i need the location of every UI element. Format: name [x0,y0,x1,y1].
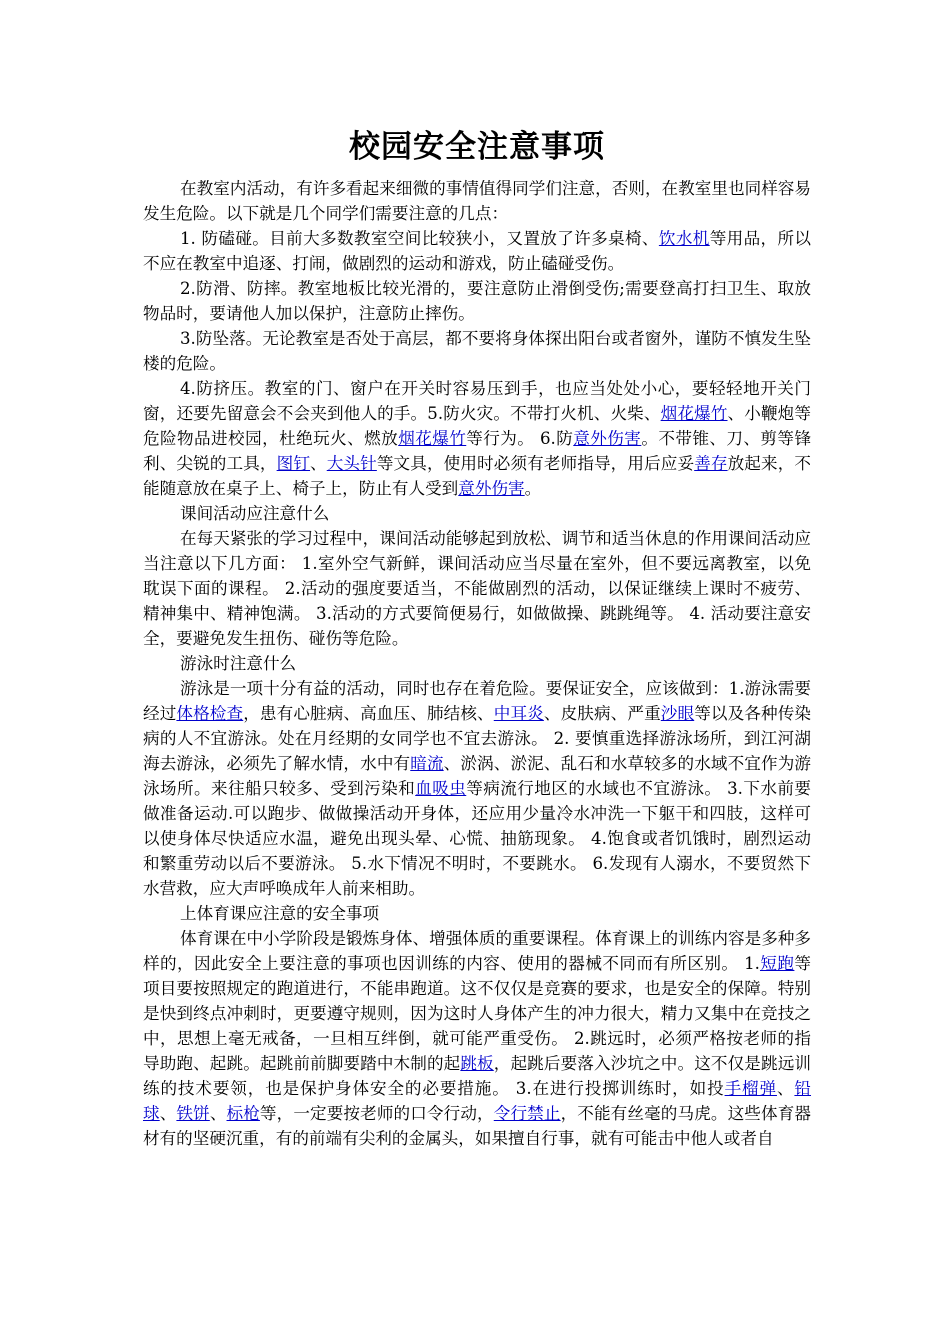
paragraph [143,526,811,651]
hyperlink[interactable]: 体格检查 [176,704,244,723]
hyperlink[interactable]: 沙眼 [660,704,695,723]
paragraph [143,276,811,326]
text-run: 课间活动应注意什么 [180,504,330,523]
text-run: 、 [310,454,327,473]
text-run: ，起跳后要落入沙坑之中。这不仅是跳远训练的技术要领，也是保护身体安全的必要措施。 3.在进行投掷训练时，如投 [143,1054,812,1098]
text-run: 上体育课应注意的安全事项 [180,904,380,923]
hyperlink[interactable]: 善存 [694,454,728,473]
hyperlink[interactable]: 图钉 [276,454,311,473]
text-run: 在每天紧张的学习过程中，课间活动能够起到放松、调节和适当休息的作用课间活动应当注意以下几方面： 1.室外空气新鲜，课间活动应当尽量在室外，但不要远离教室，以免耽误下面的课程。 2.活动的强度要适当，不能做剧烈的活动，以保证继续上课时不疲劳、精神集中、精神饱满。 3.活动的方式要简便易行，如做做操、跳跳绳等。 4. 活动要注意安全，要避免发生扭伤、碰伤等危险。 [143,529,811,648]
text-run: 、皮肤病、严重 [543,704,661,723]
hyperlink[interactable]: 中耳炎 [493,704,544,723]
text-run: 1. 防磕碰。目前大多数教室空间比较狭小，又置放了许多桌椅、 [180,229,659,248]
text-run: 等文具，使用时必须有老师指导，用后应妥 [376,454,695,473]
text-run: 。不带锥、刀、剪等锋利、尖锐的工具， [143,429,812,473]
hyperlink[interactable]: 跳板 [460,1054,494,1073]
paragraph [143,901,811,926]
text-run: 2.防滑、防摔。教室地板比较光滑的，要注意防止滑倒受伤;需要登高打扫卫生、取放物品时，要请他人加以保护，注意防止摔伤。 [143,279,811,323]
hyperlink[interactable]: 血吸虫 [415,779,467,798]
text-run: 、小鞭炮等危险物品进校园，杜绝玩火、燃放 [143,404,811,448]
text-run: 等项目要按照规定的跑道进行，不能串跑道。这不仅仅是竞赛的要求，也是安全的保障。特别是快到终点冲刺时，更要遵守规则，因为这时人身体产生的冲力很大，精力又集中在竞技之中，思想上毫无戒备，一旦相互绊倒，就可能严重受伤。 2.跳远时，必须严格按老师的指导助跑、起跳。起跳前前脚要踏中木制的起 [143,954,812,1073]
paragraph [143,501,811,526]
text-run: 在教室内活动，有许多看起来细微的事情值得同学们注意，否则，在教室里也同样容易发生危险。以下就是几个同学们需要注意的几点： [143,179,811,223]
hyperlink[interactable]: 短跑 [759,954,795,973]
hyperlink[interactable]: 铁饼 [176,1104,210,1123]
text-run: 、 [209,1104,227,1123]
document-body [143,176,811,1151]
paragraph [143,226,811,276]
text-run: ，患有心脏病、高血压、肺结核、 [243,704,494,723]
hyperlink[interactable]: 手榴弹 [724,1079,777,1098]
paragraph [143,326,811,376]
paragraph [143,676,811,901]
hyperlink[interactable]: 意外伤害 [458,479,525,498]
text-run: 、 [776,1079,795,1098]
hyperlink[interactable]: 大头针 [326,454,377,473]
text-run: 3.防坠落。无论教室是否处于高层，都不要将身体探出阳台或者窗外，谨防不慎发生坠楼的危险。 [143,329,811,373]
hyperlink[interactable]: 烟花爆竹 [398,429,467,448]
paragraph [143,176,811,226]
text-run: 等病流行地区的水域也不宜游泳。 3.下水前要做准备运动.可以跑步、做做操活动开身体，还应用少量冷水冲洗一下躯干和四肢，这样可以使身体尽快适应水温，避免出现头晕、心慌、抽筋现象。 4.饱食或者饥饿时，剧烈运动和繁重劳动以后不要游泳。 5.水下情况不明时，不要跳水。 6.发现有人溺水，不要贸然下水营救，应大声呼唤成年人前来相助。 [143,779,812,898]
paragraph [143,926,811,1151]
hyperlink[interactable]: 令行禁止 [493,1104,561,1123]
hyperlink[interactable]: 饮水机 [658,229,710,248]
text-run: 。 [524,479,542,498]
text-run: 4.防挤压。教室的门、窗户在开关时容易压到手，也应当处处小心，要轻轻地开关门窗，还要先留意会不会夹到他人的手。5.防火灾。不带打火机、火柴、 [143,379,811,423]
text-run: 游泳时注意什么 [180,654,297,673]
hyperlink[interactable]: 意外伤害 [573,429,642,448]
hyperlink[interactable]: 标枪 [226,1104,260,1123]
hyperlink[interactable]: 铅球 [143,1079,812,1123]
text-run: 、淤涡、淤泥、乱石和水草较多的水域不宜作为游泳场所。来往船只较多、受到污染和 [143,754,812,798]
text-run: ，不能有丝毫的马虎。这些体育器材有的坚硬沉重，有的前端有尖利的金属头，如果擅自行事，就有可能击中他人或者自 [143,1104,812,1148]
text-run: 放起来，不能随意放在桌子上、椅子上，防止有人受到 [143,454,812,498]
text-run: 等行为。 6.防 [466,429,574,448]
text-run: 体育课在中小学阶段是锻炼身体、增强体质的重要课程。体育课上的训练内容是多种多样的，因此安全上要注意的事项也因训练的内容、使用的器械不同而有所区别。 1. [143,929,811,973]
text-run: 游泳是一项十分有益的活动，同时也存在着危险。要保证安全，应该做到：1.游泳需要经过 [143,679,811,723]
text-run: 等以及各种传染病的人不宜游泳。处在月经期的女同学也不宜去游泳。 2. 要慎重选择游泳场所，到江河湖海去游泳，必须先了解水情，水中有 [143,704,812,773]
document-title: 校园安全注意事项 [349,129,605,165]
hyperlink[interactable]: 暗流 [410,754,444,773]
text-run: 等，一定要按老师的口令行动， [259,1104,494,1123]
paragraph [143,376,811,501]
document-page [143,124,811,1151]
hyperlink[interactable]: 烟花爆竹 [660,404,728,423]
paragraph [143,651,811,676]
text-run: 、 [159,1104,177,1123]
text-run: 等用品，所以不应在教室中追逐、打闹，做剧烈的运动和游戏，防止磕碰受伤。 [143,229,812,273]
